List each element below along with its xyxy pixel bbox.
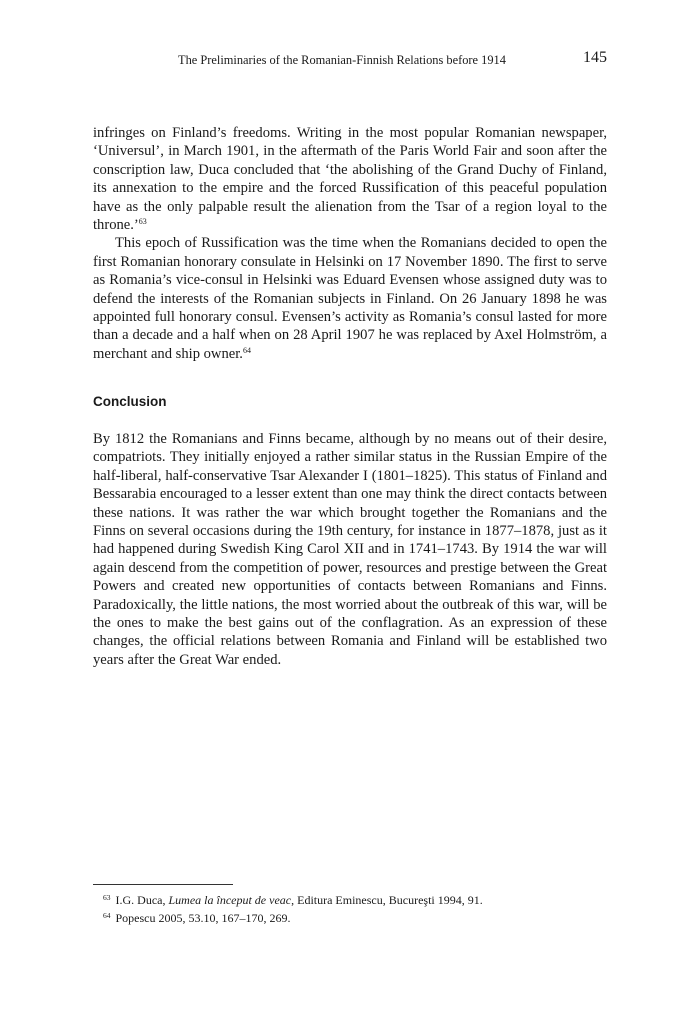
paragraph-text: infringes on Finland’s freedoms. Writing in the most popular Romanian newspaper, ‘Universul’, in March 1901, in the aftermath of the Paris World Fair and soon after the conscription law, Duca concluded that ‘the abolishing of the Grand Duchy of Finland, its annexation to the empire and the forced Russification of this peaceful population have as the only palpable result the alienation from the Tsar of a region loyal to the throne.’ — [93, 125, 607, 234]
paragraph — [93, 234, 607, 363]
footnote-number: 64 — [103, 911, 111, 920]
paragraph — [93, 430, 607, 669]
footnote-text: I.G. Duca, — [115, 893, 169, 907]
footnote-reference: 63 — [138, 217, 147, 227]
footnote-number: 63 — [103, 893, 111, 902]
section-heading: Conclusion — [93, 394, 167, 409]
running-title: The Preliminaries of the Romanian-Finnish Relations before 1914 — [178, 53, 506, 67]
footnote-text: , Editura Eminescu, Bucureşti 1994, 91. — [291, 893, 483, 907]
footnote — [93, 890, 607, 908]
paragraph-text: By 1812 the Romanians and Finns became, although by no means out of their desire, compatriots. They initially enjoyed a rather similar status in the Russian Empire of the half-liberal, half-conservative Tsar Alexander I (1801–1825). This status of Finland and Bessarabia encouraged to a lesser extent than one may think the direct contacts between these nations. It was rather the war which brought together the Romanians and the Finns on several occasions during the 19th century, for instance in 1877–1878, just as it had happened during Swedish King Carol XII and in 1741–1743. By 1914 the war will again descend from the competition of power, resources and prestige between the Great Powers and created new opportunities of contacts between Romanians and Finns. Paradoxically, the little nations, the most worried about the outbreak of this war, will be the ones to make the best gains out of the conflagration. As an expression of these changes, the official relations between Romania and Finland will be established two years after the Great War ended. — [93, 431, 607, 668]
paragraph-text: This epoch of Russification was the time when the Romanians decided to open the first Romanian honorary consulate in Helsinki on 17 November 1890. The first to serve as Romania’s vice-consul in Helsinki was Eduard Evensen whose assigned duty was to defend the interests of the Romanian subjects in Finland. On 26 January 1898 he was appointed full honorary consul. Evensen’s activity as Romania’s consul lasted for more than a decade and a half when on 28 April 1907 he was replaced by Axel Holmström, a merchant and ship owner. — [93, 235, 607, 362]
footnote-text: Popescu 2005, 53.10, 167–170, 269. — [115, 911, 291, 925]
body-text — [93, 124, 607, 363]
footnote-reference: 64 — [242, 345, 251, 355]
page-number: 145 — [583, 49, 607, 66]
footnote-italic-title: Lumea la început de veac — [168, 893, 292, 907]
paragraph — [93, 124, 607, 234]
footnote — [93, 908, 607, 926]
footnotes — [93, 890, 607, 926]
running-header — [93, 50, 607, 70]
conclusion-text — [93, 430, 607, 669]
footnote-divider — [93, 884, 233, 885]
